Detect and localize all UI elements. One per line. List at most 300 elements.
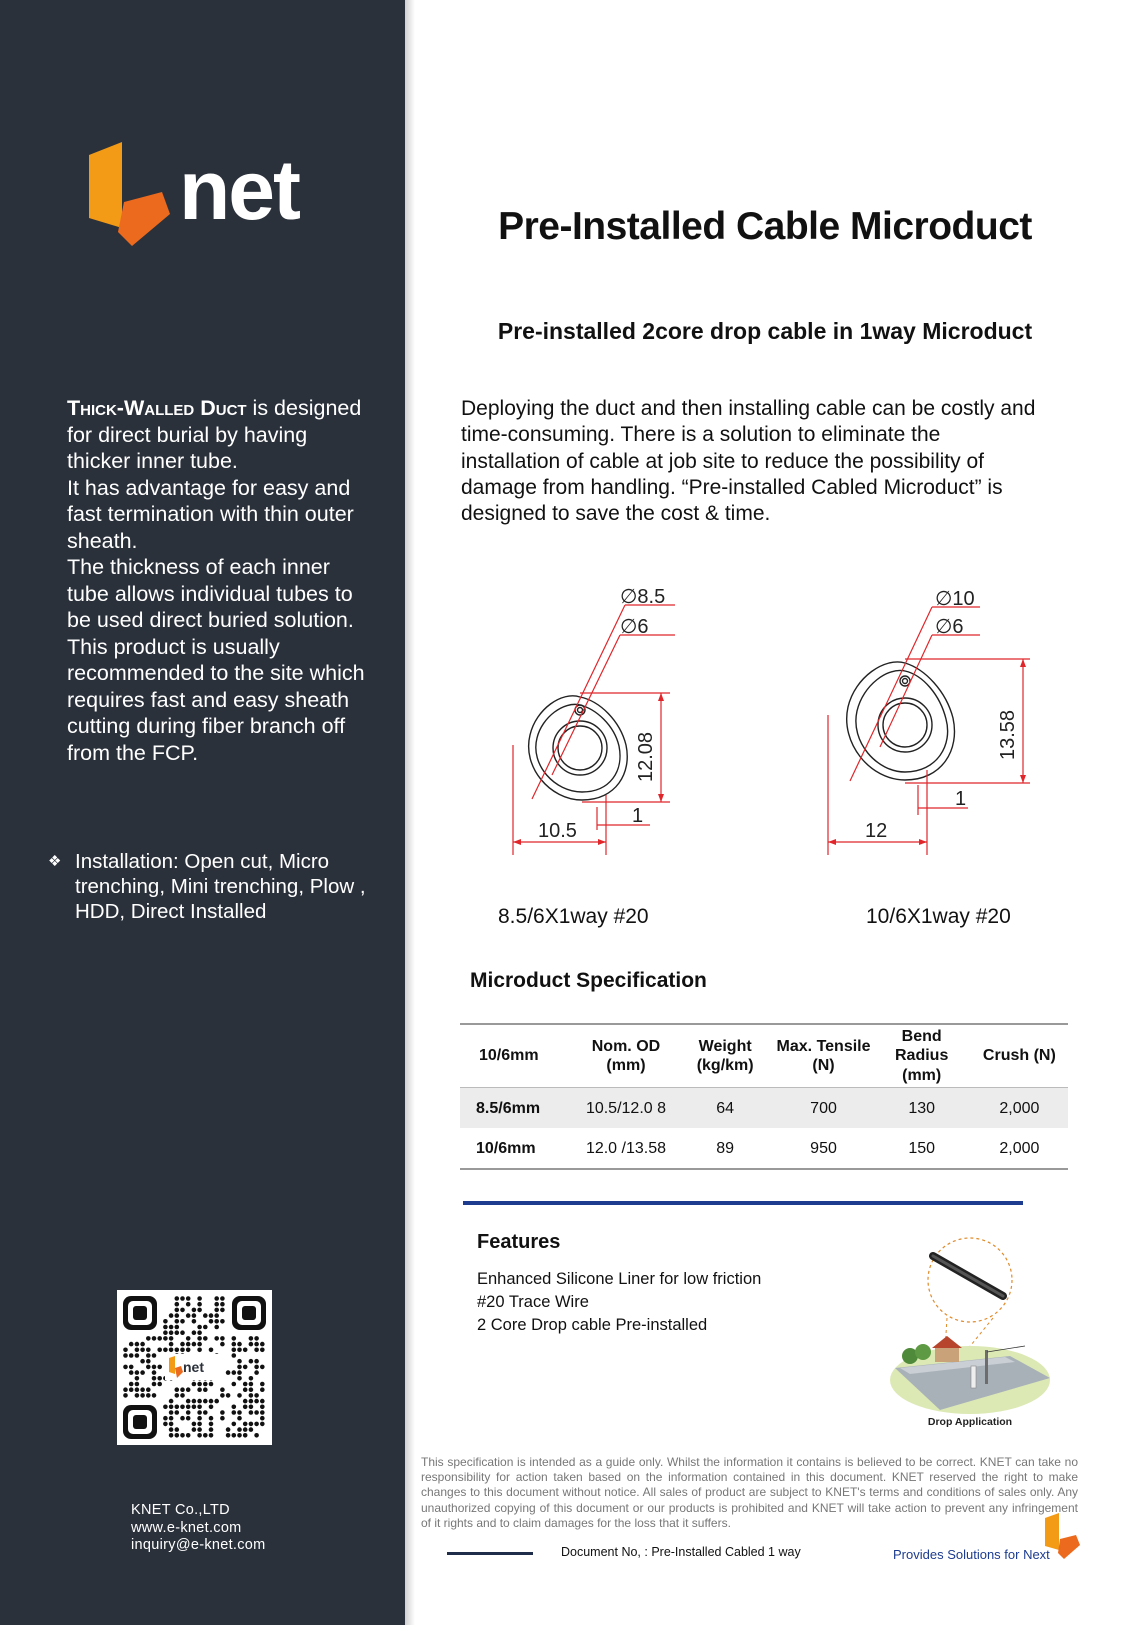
qr-module [146,1359,151,1364]
spec-header: Bend Radius (mm) [873,1024,971,1088]
table-row [460,1128,1068,1169]
qr-module [197,1302,202,1307]
qr-module [209,1399,214,1404]
qr-module [203,1382,208,1387]
qr-module [135,1393,140,1398]
qr-module [260,1399,265,1404]
qr-module [232,1382,237,1387]
qr-module [197,1325,202,1330]
spec-header-row [460,1024,1068,1088]
table-row [460,1088,1068,1129]
qr-module [254,1370,259,1375]
qr-module [197,1416,202,1421]
technical-drawing [500,585,1080,880]
diamond-bullet-icon: ❖ [48,853,62,870]
page-title: Pre-Installed Cable Microduct [498,205,1032,248]
k-mark-icon [84,140,194,250]
qr-module [175,1405,180,1410]
inner-dia-left: ∅6 [620,616,649,638]
qr-module [254,1348,259,1353]
qr-module [140,1370,145,1375]
features-title: Features [477,1231,561,1253]
qr-module [192,1427,197,1432]
qr-module [260,1387,265,1392]
qr-module [249,1410,254,1415]
qr-module [220,1342,225,1347]
qr-module [220,1393,225,1398]
cross-section-diagrams [500,585,1080,880]
qr-module [169,1330,174,1335]
qr-module [192,1399,197,1404]
qr-module [197,1296,202,1301]
qr-module [175,1302,180,1307]
qr-module [260,1416,265,1421]
installation-text: Installation: Open cut, Micro trenching, Mini trenching, Plow , HDD, Direct Installed [75,850,366,923]
qr-module [180,1416,185,1421]
spec-table [460,1023,1068,1170]
qr-module [186,1399,191,1404]
qr-module [260,1422,265,1427]
qr-module [237,1410,242,1415]
table-cell: 130 [873,1088,971,1129]
qr-module [249,1342,254,1347]
qr-module [180,1296,185,1301]
qr-module [123,1348,128,1353]
qr-module [214,1313,219,1318]
qr-module [186,1342,191,1347]
spec-header: Nom. OD (mm) [576,1024,676,1088]
qr-module [260,1405,265,1410]
qr-module [163,1330,168,1335]
table-cell: 2,000 [971,1088,1068,1129]
outer-dia-right: ∅10 [935,588,975,610]
qr-module [237,1365,242,1370]
qr-module [157,1382,162,1387]
qr-module [169,1336,174,1341]
qr-module [186,1405,191,1410]
qr-module [152,1376,157,1381]
qr-module [180,1308,185,1313]
qr-module [220,1319,225,1324]
qr-module [254,1399,259,1404]
product-description [67,395,367,766]
svg-text:net: net [183,1359,204,1375]
qr-module [152,1393,157,1398]
qr-module [140,1359,145,1364]
qr-module [197,1387,202,1392]
qr-module [232,1348,237,1353]
qr-module [243,1348,248,1353]
qr-module [140,1342,145,1347]
company-email[interactable]: inquiry@e-knet.com [131,1537,266,1553]
qr-module [237,1416,242,1421]
qr-module [186,1313,191,1318]
qr-module [152,1370,157,1375]
qr-module [175,1410,180,1415]
qr-module [232,1410,237,1415]
qr-module [157,1336,162,1341]
qr-module [260,1365,265,1370]
qr-module [214,1302,219,1307]
section-divider [463,1201,1023,1205]
qr-module [186,1296,191,1301]
qr-module [254,1336,259,1341]
qr-module [243,1433,248,1438]
installation-list [48,849,368,924]
spec-header: Crush (N) [971,1024,1068,1088]
qr-module [249,1427,254,1432]
table-cell: 10/6mm [460,1128,576,1169]
qr-module [209,1427,214,1432]
qr-module [197,1330,202,1335]
qr-module [146,1365,151,1370]
qr-module [232,1342,237,1347]
qr-module [237,1376,242,1381]
corner-k-logo-icon [1043,1512,1088,1562]
qr-module [175,1330,180,1335]
qr-module [129,1382,134,1387]
qr-module [163,1422,168,1427]
qr-module [243,1405,248,1410]
qr-code[interactable] [117,1290,272,1445]
qr-module [203,1399,208,1404]
qr-module [129,1342,134,1347]
qr-module [254,1342,259,1347]
qr-module [249,1387,254,1392]
qr-module [237,1342,242,1347]
qr-module [186,1302,191,1307]
qr-module [169,1313,174,1318]
qr-module [209,1433,214,1438]
intro-paragraph: Deploying the duct and then installing cable can be costly and time-consuming. There is a solution to eliminate the installation of cable at job site to reduce the possibility of damage from handling. “Pre-installed Cabled Microduct” is designed to save the cost & time. [461,397,1036,526]
feature-item: #20 Trace Wire [477,1293,589,1311]
qr-module [243,1427,248,1432]
height-left: 12.08 [635,731,657,783]
qr-module [175,1313,180,1318]
qr-module [123,1365,128,1370]
qr-module [186,1433,191,1438]
feature-item: Enhanced Silicone Liner for low friction [477,1270,762,1288]
qr-module [129,1370,134,1375]
qr-module [243,1365,248,1370]
qr-module [180,1387,185,1392]
qr-module [232,1370,237,1375]
qr-module [186,1348,191,1353]
qr-module [175,1427,180,1432]
qr-module [197,1399,202,1404]
qr-module [169,1422,174,1427]
qr-module [249,1336,254,1341]
height-right: 13.58 [997,709,1019,761]
document-number: Document No, : Pre-Installed Cabled 1 way [561,1545,801,1559]
qr-module [180,1348,185,1353]
qr-module [232,1336,237,1341]
qr-module [129,1387,134,1392]
qr-module [169,1405,174,1410]
qr-module [169,1399,174,1404]
qr-module [203,1336,208,1341]
qr-module [214,1325,219,1330]
qr-module [140,1387,145,1392]
qr-module [197,1433,202,1438]
qr-module [180,1319,185,1324]
qr-module [220,1296,225,1301]
qr-module [192,1313,197,1318]
qr-module [163,1319,168,1324]
qr-module [260,1382,265,1387]
qr-module [163,1416,168,1421]
qr-module [220,1302,225,1307]
qr-module [169,1410,174,1415]
qr-module [209,1382,214,1387]
qr-module [192,1342,197,1347]
qr-module [197,1382,202,1387]
qr-module [169,1427,174,1432]
qr-module [186,1416,191,1421]
qr-module [220,1416,225,1421]
spec-header: Weight (kg/km) [676,1024,775,1088]
drop-application-illustration [885,1228,1055,1428]
qr-module [175,1433,180,1438]
qr-module [163,1405,168,1410]
qr-module [254,1365,259,1370]
qr-module [197,1410,202,1415]
qr-module [237,1359,242,1364]
qr-module [135,1382,140,1387]
qr-module [152,1336,157,1341]
qr-module [254,1422,259,1427]
company-name: KNET Co.,LTD [131,1502,230,1518]
qr-module [209,1348,214,1353]
qr-module [146,1348,151,1353]
qr-module [175,1308,180,1313]
qr-module [226,1427,231,1432]
inner-dia-right: ∅6 [935,616,964,638]
qr-module [146,1336,151,1341]
qr-module [175,1387,180,1392]
qr-module [123,1353,128,1358]
qr-module [123,1387,128,1392]
qr-module [220,1336,225,1341]
qr-module [249,1422,254,1427]
features-list [477,1268,761,1337]
qr-module [232,1353,237,1358]
qr-module [146,1353,151,1358]
qr-module [249,1376,254,1381]
qr-module [254,1433,259,1438]
qr-module [135,1387,140,1392]
qr-module [203,1433,208,1438]
qr-module [237,1427,242,1432]
qr-module [175,1319,180,1324]
qr-module [175,1325,180,1330]
qr-module [146,1387,151,1392]
qr-module [249,1359,254,1364]
knet-logo [84,140,324,250]
logo-wordmark: net [179,143,299,237]
qr-module [163,1336,168,1341]
qr-module [157,1376,162,1381]
qr-module [249,1382,254,1387]
wall-right: 1 [955,788,967,810]
qr-module [214,1336,219,1341]
qr-module [129,1365,134,1370]
qr-module [254,1359,259,1364]
tagline: Provides Solutions for Next [893,1547,1050,1562]
qr-module [192,1422,197,1427]
qr-module [180,1330,185,1335]
footer-rule [447,1552,533,1555]
qr-module [180,1393,185,1398]
table-cell: 8.5/6mm [460,1088,576,1129]
qr-module [186,1387,191,1392]
width-right: 12 [865,820,888,842]
qr-module [175,1296,180,1301]
model-label-right: 10/6X1way #20 [866,905,1011,928]
table-cell: 150 [873,1128,971,1169]
tube-outer-right [878,698,932,752]
qr-module [243,1399,248,1404]
qr-module [232,1405,237,1410]
qr-module [169,1416,174,1421]
qr-module [226,1370,231,1375]
qr-module [203,1387,208,1392]
qr-module [163,1348,168,1353]
qr-module [192,1330,197,1335]
qr-module [260,1348,265,1353]
table-cell: 950 [774,1128,872,1169]
qr-module [226,1393,231,1398]
qr-module [186,1410,191,1415]
qr-module [203,1410,208,1415]
disclaimer: This specification is intended as a guide only. Whilst the information it contains is believed to be correct. KNET can take no responsibility for action taken based on the information contained in this document. KNET reserved the right to make changes to this document without notice. All sales of product are subject to KNET's terms and conditions of sales only. Any unauthorized copying of this document or our products is prohibited and KNET will take action to prevent any infringement of it rights and to claim damages for the loss that it suffers. [421,1455,1078,1530]
qr-module [237,1393,242,1398]
company-info [131,1502,266,1555]
qr-module [197,1405,202,1410]
qr-module [175,1393,180,1398]
table-cell: 12.0 /13.58 [576,1128,676,1169]
qr-module [220,1308,225,1313]
qr-module [237,1433,242,1438]
spec-header: Max. Tensile (N) [774,1024,872,1088]
qr-module [197,1342,202,1347]
qr-module [135,1348,140,1353]
description-para-3: The thickness of each inner tube allows individual tubes to be used direct buried solution. This product is usually recommended to the site which requires fast and easy sheath cutting during fiber branch off from the FCP. [67,555,365,765]
description-lead: is designed for direct burial by having thicker inner tube. [67,396,362,473]
qr-module [260,1342,265,1347]
qr-module [232,1422,237,1427]
qr-module [175,1348,180,1353]
qr-module [135,1342,140,1347]
qr-module [220,1387,225,1392]
qr-module [243,1387,248,1392]
qr-module [135,1376,140,1381]
width-left: 10.5 [538,820,577,842]
qr-module [226,1433,231,1438]
qr-module [197,1422,202,1427]
table-cell: 700 [774,1088,872,1129]
qr-module [192,1319,197,1324]
qr-module [192,1405,197,1410]
qr-module [140,1393,145,1398]
qr-module [214,1308,219,1313]
qr-module [197,1348,202,1353]
tube-outer-left [553,721,607,775]
qr-module [214,1319,219,1324]
table-cell: 2,000 [971,1128,1068,1169]
wall-left: 1 [632,805,644,827]
qr-module [197,1308,202,1313]
company-website[interactable]: www.e-knet.com [131,1519,242,1536]
spec-title: Microduct Specification [470,969,707,992]
qr-module [203,1325,208,1330]
outer-dia-left: ∅8.5 [620,586,666,608]
description-para-2: It has advantage for easy and fast termination with thin outer sheath. [67,475,354,553]
qr-module [192,1382,197,1387]
qr-module [123,1393,128,1398]
qr-module [180,1433,185,1438]
qr-module [197,1427,202,1432]
qr-module [214,1296,219,1301]
qr-module [214,1399,219,1404]
qr-module [260,1410,265,1415]
qr-module [249,1399,254,1404]
table-cell: 10.5/12.0 8 [576,1088,676,1129]
qr-module [152,1365,157,1370]
qr-module [169,1348,174,1353]
qr-module [237,1348,242,1353]
qr-module [135,1370,140,1375]
qr-module [152,1353,157,1358]
qr-module [209,1319,214,1324]
qr-module [169,1325,174,1330]
spec-header: 10/6mm [460,1024,576,1088]
drop-application-caption: Drop Application [927,1416,1013,1428]
qr-module [129,1353,134,1358]
qr-module [237,1370,242,1375]
qr-module [157,1348,162,1353]
qr-module [135,1353,140,1358]
model-label-left: 8.5/6X1way #20 [498,905,649,928]
qr-module [249,1405,254,1410]
qr-module [209,1313,214,1318]
qr-module [243,1382,248,1387]
page-subtitle: Pre-installed 2core drop cable in 1way Microduct [497,318,1033,344]
qr-module [146,1393,151,1398]
feature-item: 2 Core Drop cable Pre-installed [477,1316,708,1334]
qr-module [157,1365,162,1370]
table-cell: 89 [676,1128,775,1169]
table-cell: 64 [676,1088,775,1129]
qr-module [254,1393,259,1398]
qr-module [180,1342,185,1347]
product-type-heading: Thick-Walled Duct [67,396,247,420]
qr-module [220,1410,225,1415]
qr-module [203,1313,208,1318]
qr-module [209,1422,214,1427]
qr-module [192,1308,197,1313]
qr-module [140,1348,145,1353]
qr-module [232,1433,237,1438]
qr-module [243,1422,248,1427]
qr-module [169,1342,174,1347]
qr-module [209,1405,214,1410]
qr-module [197,1336,202,1341]
qr-module [152,1382,157,1387]
qr-module [209,1416,214,1421]
qr-module [186,1336,191,1341]
qr-module [180,1405,185,1410]
